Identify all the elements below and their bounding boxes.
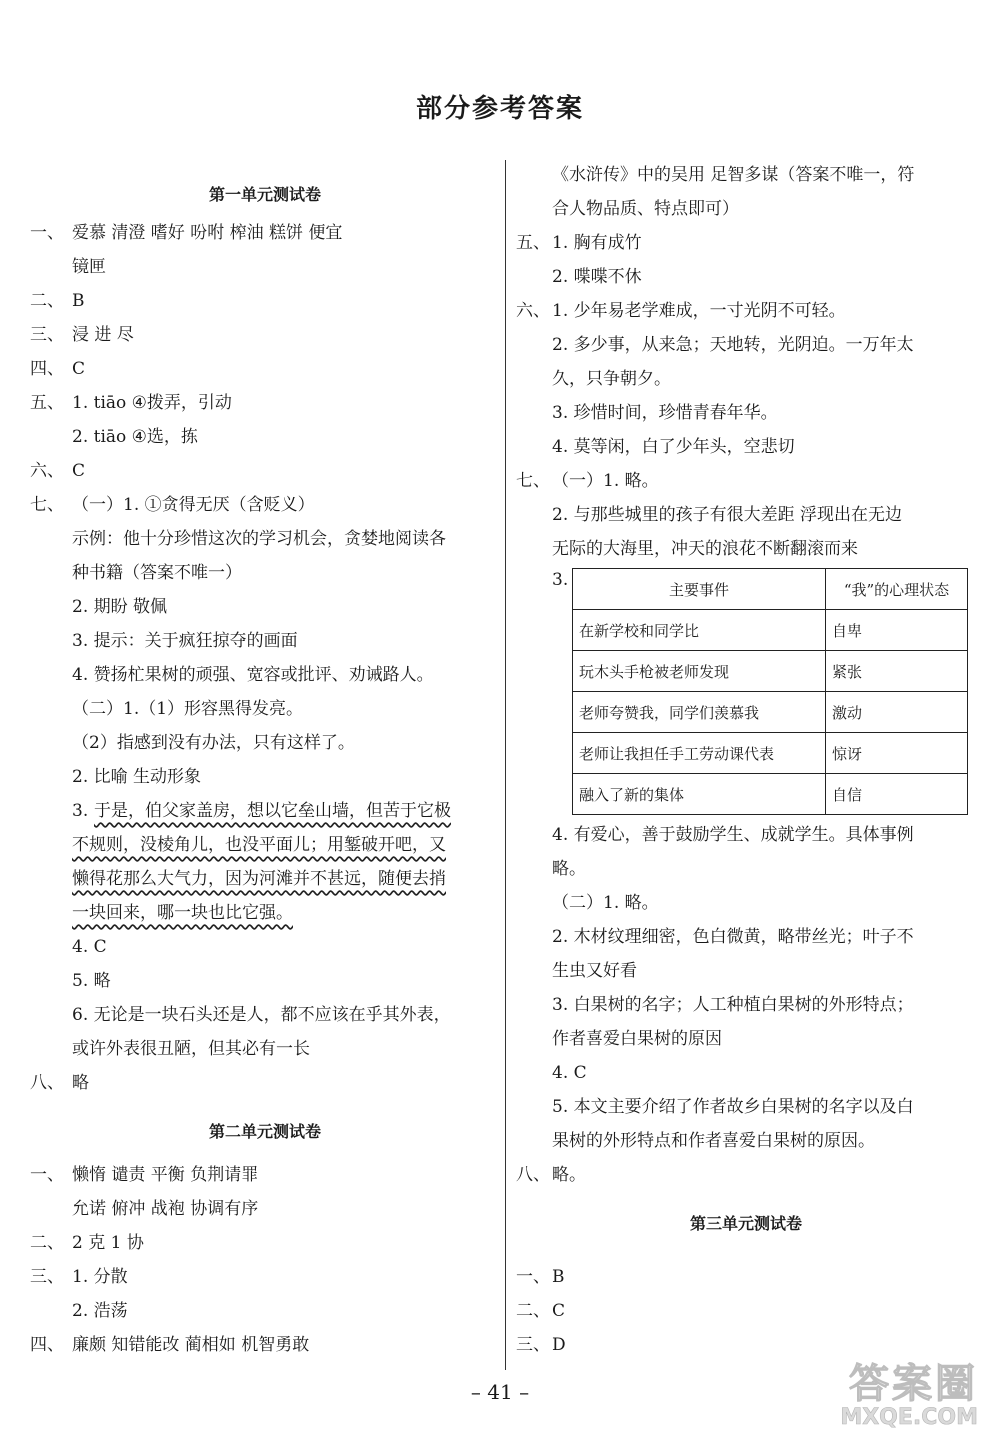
column-divider: [505, 160, 506, 1370]
answer-line: [516, 1260, 976, 1294]
answer-text: 4. C: [72, 937, 107, 957]
answer-line: [30, 420, 500, 454]
answer-text: 4. C: [552, 1063, 587, 1083]
answer-line: [30, 284, 500, 318]
question-number: 三、: [516, 1335, 550, 1355]
answer-line: [30, 1226, 500, 1260]
right-answers-after-table: [516, 818, 976, 1192]
question-number: 七、: [30, 495, 64, 515]
answer-text: 《水浒传》中的吴用 足智多谋（答案不唯一，符: [552, 165, 915, 185]
answer-line: [30, 658, 500, 692]
answer-text: 略。: [552, 859, 586, 879]
answer-text: C: [72, 461, 86, 481]
page-number: – 41 –: [470, 1380, 530, 1404]
right-answers-top: [516, 158, 976, 566]
question-number: 六、: [516, 301, 550, 321]
question-number: 二、: [516, 1301, 550, 1321]
answer-text: 种书籍（答案不唯一）: [72, 563, 242, 583]
answer-text: B: [552, 1267, 565, 1287]
answer-line: [30, 386, 500, 420]
table-row: [573, 651, 968, 692]
answer-text: 2. 多少事，从来急；天地转，光阴迫。一万年太: [552, 335, 914, 355]
answer-line: [30, 1158, 500, 1192]
answer-line: [516, 498, 976, 532]
answer-line: [516, 226, 976, 260]
answer-line: [30, 1294, 500, 1328]
table-cell-event: 玩木头手枪被老师发现: [573, 651, 826, 692]
left-column: [30, 160, 500, 1362]
answer-line: [516, 988, 976, 1022]
answer-text: 2. 浩荡: [72, 1301, 128, 1321]
answer-line: [30, 1032, 500, 1066]
table-cell-mood: 激动: [826, 692, 968, 733]
answer-line: [516, 158, 976, 192]
answer-text: （2）指感到没有办法，只有这样了。: [72, 733, 355, 753]
answer-text: 示例：他十分珍惜这次的学习机会，贪婪地阅读各: [72, 529, 446, 549]
answer-line: [30, 998, 500, 1032]
answer-line: [30, 896, 500, 930]
answer-line: [30, 216, 500, 250]
answer-text: 略。: [552, 1165, 586, 1185]
answer-text: 懒惰 谴责 平衡 负荆请罪: [72, 1165, 259, 1185]
answer-text: 5. 略: [72, 971, 111, 991]
answer-text: （二）1.（1）形容黑得发亮。: [72, 699, 304, 719]
unit1-answers: [30, 216, 500, 794]
answer-line: [30, 250, 500, 284]
table-cell-event: 老师让我担任手工劳动课代表: [573, 733, 826, 774]
answer-line: [30, 1328, 500, 1362]
answer-line: [516, 920, 976, 954]
answer-line: [516, 1022, 976, 1056]
answer-text: 久，只争朝夕。: [552, 369, 671, 389]
answer-text: 4. 赞扬杧果树的顽强、宽容或批评、劝诫路人。: [72, 665, 434, 685]
table-row: [573, 733, 968, 774]
answer-line: [30, 828, 500, 862]
table-cell-event: 在新学校和同学比: [573, 610, 826, 651]
answer-text: 4. 有爱心，善于鼓励学生、成就学生。具体事例: [552, 825, 914, 845]
question-number: 五、: [30, 393, 64, 413]
answer-line: [30, 760, 500, 794]
answer-line: [516, 1158, 976, 1192]
answer-text: 2. 比喻 生动形象: [72, 767, 202, 787]
answer-line: [30, 318, 500, 352]
answer-line: [30, 488, 500, 522]
sub-question-number: 3.: [72, 801, 89, 821]
table-cell-mood: 紧张: [826, 651, 968, 692]
answer-line: [30, 1192, 500, 1226]
question-number: 四、: [30, 359, 64, 379]
question-number: 二、: [30, 1233, 64, 1253]
answer-line: [30, 590, 500, 624]
answer-text: 2. 木材纹理细密，色白微黄，略带丝光；叶子不: [552, 927, 914, 947]
answer-text: 果树的外形特点和作者喜爱白果树的原因。: [552, 1131, 875, 1151]
answer-line: [516, 294, 976, 328]
table-row: [573, 774, 968, 815]
answer-line: [516, 260, 976, 294]
answer-line: [30, 862, 500, 896]
table-question-number: 3.: [552, 570, 569, 590]
watermark-logo: [807, 1352, 982, 1432]
wavy-underlined-text: 懒得花那么大气力，因为河滩并不甚远，随便去捎: [72, 869, 446, 889]
answer-line: [516, 192, 976, 226]
answer-text: C: [72, 359, 86, 379]
question-number: 八、: [30, 1073, 64, 1093]
question-number: 一、: [516, 1267, 550, 1287]
table-row: [573, 610, 968, 651]
answer-text: C: [552, 1301, 566, 1321]
table-row: [573, 692, 968, 733]
answer-text: （一）1. 略。: [552, 471, 659, 491]
answer-line: [516, 1090, 976, 1124]
answer-line: [516, 396, 976, 430]
answer-text: 6. 无论是一块石头还是人，都不应该在乎其外表，: [72, 1005, 451, 1025]
answer-text: 2. tiāo ④选，拣: [72, 427, 198, 447]
answer-line: [516, 886, 976, 920]
table-cell-event: 老师夸赞我，同学们羡慕我: [573, 692, 826, 733]
answer-text: 无际的大海里，冲天的浪花不断翻滚而来: [552, 539, 858, 559]
answer-line: [30, 1260, 500, 1294]
answer-text: 2. 与那些城里的孩子有很大差距 浮现出在无边: [552, 505, 903, 525]
unit2-heading: 第二单元测试卷: [208, 1122, 321, 1141]
unit1-answers-continued: [30, 930, 500, 1100]
page-title: 部分参考答案: [415, 94, 584, 124]
answer-line: [516, 852, 976, 886]
answer-text: 爱慕 清澄 嗜好 吩咐 榨油 糕饼 便宜: [72, 223, 343, 243]
answer-text: 1. 少年易老学难成，一寸光阴不可轻。: [552, 301, 846, 321]
question-number: 五、: [516, 233, 550, 253]
answer-text: （一）1. ①贪得无厌（含贬义）: [72, 495, 315, 515]
unit2-answers: [30, 1158, 500, 1362]
answer-text: 镜匣: [72, 257, 106, 277]
question-number: 二、: [30, 291, 64, 311]
answer-text: （二）1. 略。: [552, 893, 659, 913]
answer-line: [30, 794, 500, 828]
unit3-heading: 第三单元测试卷: [689, 1214, 802, 1233]
answer-line: [30, 624, 500, 658]
answer-text: 廉颇 知错能改 蔺相如 机智勇敢: [72, 1335, 310, 1355]
answer-text: 2. 喋喋不休: [552, 267, 642, 287]
answer-line: [30, 522, 500, 556]
answer-line: [30, 1066, 500, 1100]
answer-line: [516, 430, 976, 464]
answer-line: [30, 726, 500, 760]
answer-line: [516, 818, 976, 852]
answer-line: [516, 1124, 976, 1158]
answer-text: 2 克 1 协: [72, 1233, 144, 1253]
table-header-mood: “我”的心理状态: [826, 569, 968, 610]
answer-text: 允诺 俯冲 战袍 协调有序: [72, 1199, 259, 1219]
answer-line: [516, 1294, 976, 1328]
answer-line: [516, 464, 976, 498]
answer-text: 作者喜爱白果树的原因: [552, 1029, 722, 1049]
question-number: 一、: [30, 223, 64, 243]
answer-text: 浸 进 尽: [72, 325, 134, 345]
table-cell-mood: 惊讶: [826, 733, 968, 774]
unit1-q3-wavy-passage: [30, 794, 500, 930]
answer-line: [516, 1056, 976, 1090]
table-cell-mood: 自信: [826, 774, 968, 815]
answer-line: [516, 362, 976, 396]
answer-line: [516, 328, 976, 362]
answer-text: 生虫又好看: [552, 961, 637, 981]
question-number: 七、: [516, 471, 550, 491]
answer-line: [30, 556, 500, 590]
answer-text: 略: [72, 1073, 89, 1093]
right-column: [516, 158, 976, 1362]
table-cell-mood: 自卑: [826, 610, 968, 651]
answer-text: 5. 本文主要介绍了作者故乡白果树的名字以及白: [552, 1097, 914, 1117]
question-number: 三、: [30, 325, 64, 345]
answer-text: 3. 白果树的名字；人工种植白果树的外形特点；: [552, 995, 914, 1015]
events-table-block: [516, 568, 976, 818]
answer-line: [30, 454, 500, 488]
answer-line: [516, 532, 976, 566]
answer-text: 3. 珍惜时间，珍惜青春年华。: [552, 403, 778, 423]
question-number: 八、: [516, 1165, 550, 1185]
question-number: 一、: [30, 1165, 64, 1185]
wavy-underlined-text: 于是，伯父家盖房，想以它垒山墙，但苦于它极: [94, 801, 451, 821]
watermark-text-bottom: MXQE.COM: [840, 1405, 978, 1430]
table-header-event: 主要事件: [573, 569, 826, 610]
question-number: 三、: [30, 1267, 64, 1287]
unit1-heading: 第一单元测试卷: [208, 185, 321, 204]
answer-line: [30, 930, 500, 964]
answer-text: B: [72, 291, 85, 311]
answer-line: [30, 352, 500, 386]
answer-text: 4. 莫等闲，白了少年头，空悲切: [552, 437, 795, 457]
wavy-underlined-text: 一块回来，哪一块也比它强。: [72, 903, 293, 923]
answer-text: 1. 分散: [72, 1267, 128, 1287]
answer-text: 2. 期盼 敬佩: [72, 597, 168, 617]
watermark-text-top: 答案圈: [849, 1361, 978, 1407]
answer-line: [516, 954, 976, 988]
answer-text: 1. tiāo ④拨弄，引动: [72, 393, 232, 413]
table-cell-event: 融入了新的集体: [573, 774, 826, 815]
answer-text: 3. 提示：关于疯狂掠夺的画面: [72, 631, 298, 651]
answer-text: 1. 胸有成竹: [552, 233, 642, 253]
answer-line: [30, 964, 500, 998]
wavy-underlined-text: 不规则，没棱角儿，也没平面儿；用錾破开吧，又: [72, 835, 446, 855]
answer-text: D: [552, 1335, 566, 1355]
events-table: [572, 568, 968, 815]
answer-text: 合人物品质、特点即可）: [552, 199, 739, 219]
answer-line: [30, 692, 500, 726]
unit3-answers: [516, 1260, 976, 1362]
answer-text: 或许外表很丑陋，但其必有一长: [72, 1039, 310, 1059]
question-number: 四、: [30, 1335, 64, 1355]
question-number: 六、: [30, 461, 64, 481]
